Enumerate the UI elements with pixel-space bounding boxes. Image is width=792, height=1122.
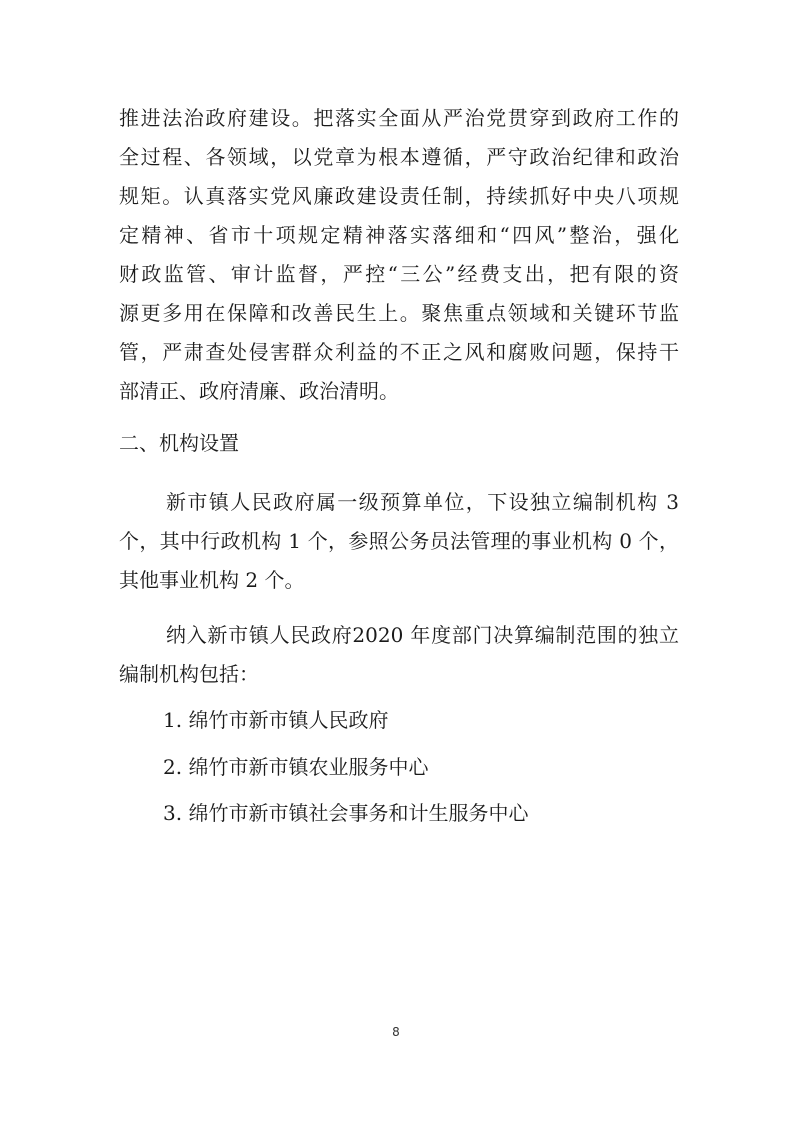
paragraph-line: 全过程、各领域，以党章为根本遵循，严守政治纪律和政治	[119, 145, 679, 169]
paragraph-line: 编制机构包括：	[119, 662, 259, 686]
paragraph-line: 推进法治政府建设。把落实全面从严治党贯穿到政府工作的	[119, 106, 679, 130]
paragraph-line: 纳入新市镇人民政府2020 年度部门决算编制范围的独立	[166, 623, 679, 647]
paragraph-line: 新市镇人民政府属一级预算单位，下设独立编制机构 3	[166, 490, 679, 514]
page-number: 8	[392, 1025, 400, 1039]
list-item: 2. 绵竹市新市镇农业服务中心	[163, 755, 429, 779]
list-item: 3. 绵竹市新市镇社会事务和计生服务中心	[163, 801, 529, 825]
paragraph-line: 个，其中行政机构 1 个，参照公务员法管理的事业机构 0 个，	[119, 529, 679, 553]
paragraph-line: 规矩。认真落实党风廉政建设责任制，持续抓好中央八项规	[119, 184, 679, 208]
list-item: 1. 绵竹市新市镇人民政府	[163, 708, 389, 732]
paragraph-line: 部清正、政府清廉、政治清明。	[119, 379, 399, 403]
paragraph-line: 其他事业机构 2 个。	[119, 568, 305, 592]
paragraph-line: 管，严肃查处侵害群众利益的不正之风和腐败问题，保持干	[119, 340, 679, 364]
paragraph-line: 定精神、省市十项规定精神落实落细和“四风”整治，强化	[119, 223, 679, 247]
section-heading: 二、机构设置	[119, 431, 239, 455]
paragraph-line: 财政监管、审计监督，严控“三公”经费支出，把有限的资	[119, 262, 679, 286]
paragraph-line: 源更多用在保障和改善民生上。聚焦重点领域和关键环节监	[119, 301, 679, 325]
